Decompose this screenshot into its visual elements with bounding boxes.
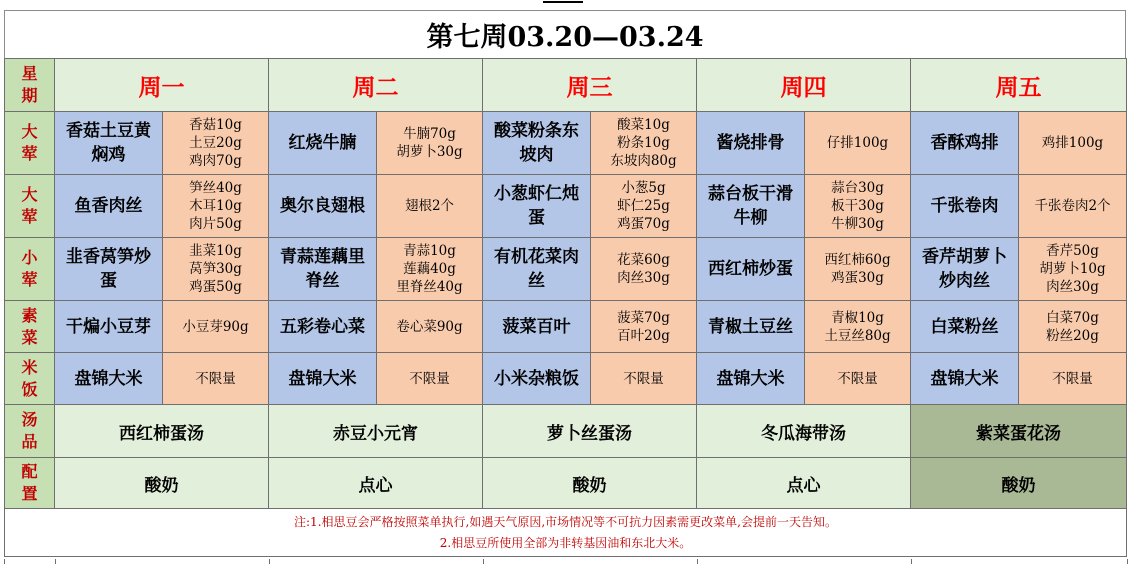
table-row <box>5 175 1127 238</box>
dish-name <box>911 112 1019 175</box>
dish-name-text: 青蒜莲藕里脊丝 <box>280 247 365 291</box>
row-label-text: 汤品 <box>21 410 38 451</box>
soup-item: 冬瓜海带汤 <box>697 405 911 458</box>
ingredients: 香芹50g 胡萝卜10g 肉丝30g <box>1019 238 1127 301</box>
menu-table <box>4 58 1127 557</box>
soup-row <box>5 405 1127 458</box>
table-bottom-edge <box>4 559 1128 564</box>
row-label <box>5 112 55 175</box>
soup-item: 紫菜蛋花汤 <box>911 405 1127 458</box>
dish-name-text: 韭香莴笋炒蛋 <box>66 247 151 291</box>
dish-name <box>55 112 163 175</box>
day-header: 周一 <box>55 59 269 112</box>
notes-row <box>5 509 1127 557</box>
note-line: 注:1.相思豆会严格按照菜单执行,如遇天气原因,市场情况等不可抗力因素需更改菜单,会提前一天告知。 <box>294 514 837 529</box>
ingredients: 鸡排100g <box>1019 112 1127 175</box>
ingredients: 笋丝40g 木耳10g 肉片50g <box>163 175 269 238</box>
dish-name-text: 奥尔良翅根 <box>280 196 365 216</box>
dish-name <box>697 112 805 175</box>
row-label <box>5 405 55 458</box>
row-label <box>5 458 55 509</box>
dish-name-text: 五彩卷心菜 <box>280 316 365 337</box>
dish-name-text: 干煸小豆芽 <box>66 316 151 337</box>
ingredients: 卷心菜90g <box>377 301 483 353</box>
dish-name-text: 酱烧排骨 <box>716 133 785 153</box>
ingredients: 小豆芽90g <box>163 301 269 353</box>
ingredients: 翅根2个 <box>377 175 483 238</box>
day-header: 周四 <box>697 59 911 112</box>
row-label <box>5 353 55 405</box>
dish-name <box>55 353 163 405</box>
dish-name-text: 香酥鸡排 <box>930 133 999 153</box>
ingredients: 不限量 <box>1019 353 1127 405</box>
row-label-text: 大荤 <box>21 122 38 163</box>
row-label <box>5 175 55 238</box>
table-row <box>5 301 1127 353</box>
dish-name <box>911 175 1019 238</box>
ingredients: 花菜60g 肉丝30g <box>591 238 697 301</box>
dish-name-text: 小米杂粮饭 <box>494 368 579 389</box>
dish-name-text: 白菜粉丝 <box>930 316 999 337</box>
header-row <box>5 59 1127 112</box>
ingredients: 白菜70g 粉丝20g <box>1019 301 1127 353</box>
title-fragment <box>543 0 583 3</box>
dish-name-text: 菠菜百叶 <box>502 316 571 337</box>
table-row <box>5 353 1127 405</box>
dish-name-text: 香芹胡萝卜炒肉丝 <box>922 247 1007 291</box>
dish-name-text: 蒜台板干滑牛柳 <box>708 184 793 228</box>
dish-name <box>55 301 163 353</box>
soup-item: 萝卜丝蛋汤 <box>483 405 697 458</box>
dish-name <box>483 301 591 353</box>
dish-name-text: 有机花菜肉丝 <box>494 247 579 291</box>
extra-item: 酸奶 <box>911 458 1127 509</box>
dish-name <box>697 238 805 301</box>
ingredients: 不限量 <box>591 353 697 405</box>
dish-name <box>483 238 591 301</box>
dish-name <box>269 238 377 301</box>
row-label-text: 小荤 <box>21 248 38 289</box>
day-header: 周二 <box>269 59 483 112</box>
ingredients: 青蒜10g 莲藕40g 里脊丝40g <box>377 238 483 301</box>
dish-name <box>483 112 591 175</box>
dish-name <box>55 238 163 301</box>
ingredients: 青椒10g 土豆丝80g <box>805 301 911 353</box>
dish-name <box>911 301 1019 353</box>
weekly-menu <box>4 10 1126 557</box>
ingredients: 仔排100g <box>805 112 911 175</box>
dish-name-text: 盘锦大米 <box>716 368 785 389</box>
row-label <box>5 59 55 112</box>
notes <box>5 509 1127 557</box>
dish-name <box>697 175 805 238</box>
row-label-text: 星期 <box>21 64 38 105</box>
dish-name <box>911 353 1019 405</box>
day-header: 周三 <box>483 59 697 112</box>
note-line: 2.相思豆所使用全部为非转基因油和东北大米。 <box>439 535 692 550</box>
table-row <box>5 112 1127 175</box>
row-label-text: 大荤 <box>21 185 38 226</box>
dish-name-text: 盘锦大米 <box>74 368 143 389</box>
ingredients: 不限量 <box>163 353 269 405</box>
soup-item: 赤豆小元宵 <box>269 405 483 458</box>
day-header: 周五 <box>911 59 1127 112</box>
dish-name <box>697 353 805 405</box>
extra-item: 酸奶 <box>55 458 269 509</box>
dish-name-text: 鱼香肉丝 <box>74 196 143 216</box>
ingredients: 香菇10g 土豆20g 鸡肉70g <box>163 112 269 175</box>
dish-name <box>269 112 377 175</box>
table-row <box>5 238 1127 301</box>
dish-name <box>55 175 163 238</box>
ingredients: 菠菜70g 百叶20g <box>591 301 697 353</box>
dish-name-text: 青椒土豆丝 <box>708 316 793 337</box>
row-label-text: 素菜 <box>21 305 38 347</box>
dish-name-text: 红烧牛腩 <box>288 133 357 153</box>
dish-name <box>483 353 591 405</box>
ingredients: 不限量 <box>377 353 483 405</box>
row-label <box>5 238 55 301</box>
row-label-text: 配置 <box>21 462 38 503</box>
extra-item: 点心 <box>697 458 911 509</box>
ingredients: 小葱5g 虾仁25g 鸡蛋70g <box>591 175 697 238</box>
dish-name <box>911 238 1019 301</box>
ingredients: 蒜台30g 板干30g 牛柳30g <box>805 175 911 238</box>
menu-title: 第七周03.20—03.24 <box>4 10 1126 58</box>
ingredients: 西红柿60g 鸡蛋30g <box>805 238 911 301</box>
dish-name <box>269 353 377 405</box>
dish-name <box>269 301 377 353</box>
dish-name-text: 盘锦大米 <box>930 368 999 389</box>
ingredients: 牛腩70g 胡萝卜30g <box>377 112 483 175</box>
dish-name-text: 西红柿炒蛋 <box>708 259 793 279</box>
row-label-text: 米饭 <box>21 357 38 399</box>
dish-name-text: 盘锦大米 <box>288 368 357 389</box>
dish-name-text: 小葱虾仁炖蛋 <box>494 184 579 228</box>
ingredients: 酸菜10g 粉条10g 东坡肉80g <box>591 112 697 175</box>
extra-item: 酸奶 <box>483 458 697 509</box>
ingredients: 千张卷肉2个 <box>1019 175 1127 238</box>
soup-item: 西红柿蛋汤 <box>55 405 269 458</box>
ingredients: 韭菜10g 莴笋30g 鸡蛋50g <box>163 238 269 301</box>
extras-row <box>5 458 1127 509</box>
ingredients: 不限量 <box>805 353 911 405</box>
extra-item: 点心 <box>269 458 483 509</box>
dish-name <box>697 301 805 353</box>
dish-name-text: 酸菜粉条东坡肉 <box>494 121 579 165</box>
dish-name <box>483 175 591 238</box>
dish-name-text: 千张卷肉 <box>930 196 999 216</box>
row-label <box>5 301 55 353</box>
dish-name <box>269 175 377 238</box>
dish-name-text: 香菇土豆黄焖鸡 <box>66 121 151 165</box>
